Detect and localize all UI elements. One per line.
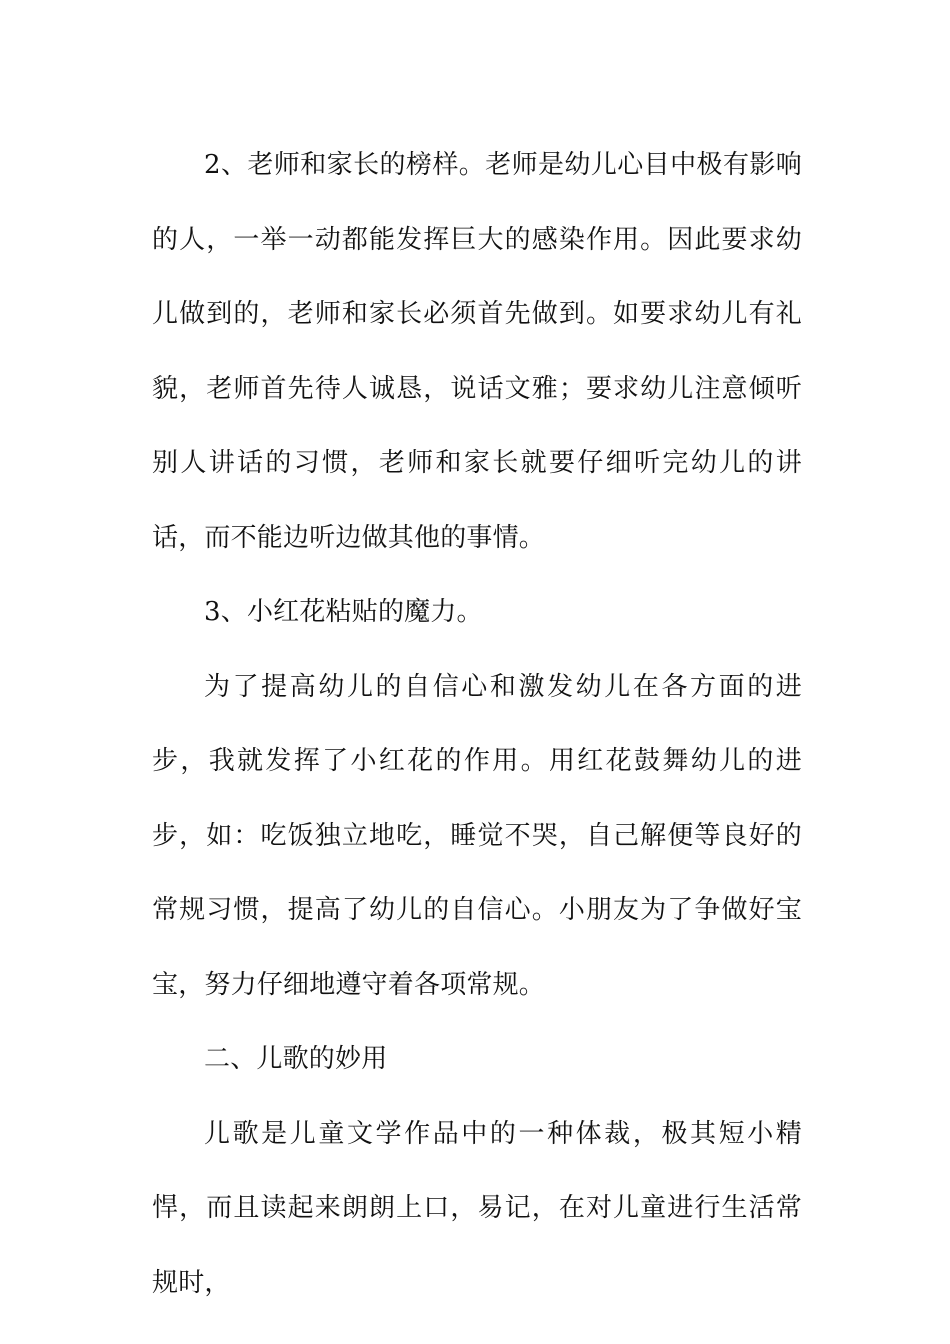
paragraph-nursery-rhymes-intro: 儿歌是儿童文学作品中的一种体裁，极其短小精悍，而且读起来朗朗上口，易记，在对儿童进行生活常规时， xyxy=(152,1118,802,1298)
paragraph-teacher-parent-role-model: 2、老师和家长的榜样。老师是幼儿心目中极有影响的人，一举一动都能发挥巨大的感染作用。因此要求幼儿做到的，老师和家长必须首先做到。如要求幼儿有礼貌，老师首先待人诚恳，说话文雅；要求幼儿注意倾听别人讲话的习惯，老师和家长就要仔细听完幼儿的讲话，而不能边听边做其他的事情。 xyxy=(152,150,802,553)
document-body xyxy=(152,128,802,1320)
paragraph-red-flower-usage: 为了提高幼儿的自信心和激发幼儿在各方面的进步，我就发挥了小红花的作用。用红花鼓舞幼儿的进步，如：吃饭独立地吃，睡觉不哭，自己解便等良好的常规习惯，提高了幼儿的自信心。小朋友为了争做好宝宝，努力仔细地遵守着各项常规。 xyxy=(152,671,802,1000)
heading-red-flower-sticker: 3、小红花粘贴的魔力。 xyxy=(204,597,483,627)
heading-nursery-rhymes: 二、儿歌的妙用 xyxy=(204,1044,388,1074)
